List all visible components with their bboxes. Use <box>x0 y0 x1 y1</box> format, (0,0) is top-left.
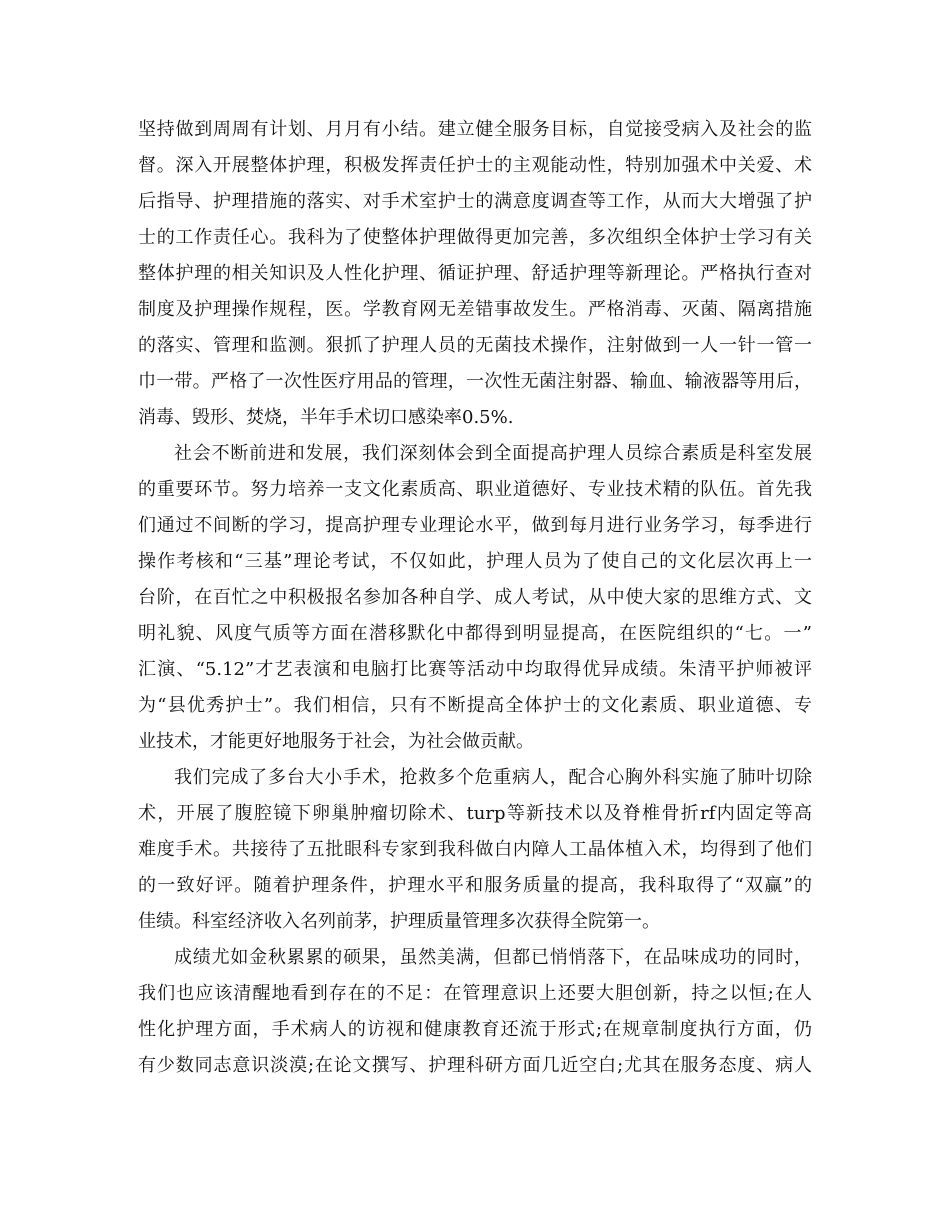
line-text: 操作考核和“三基”理论考试，不仅如此，护理人员为了使自己的文化层次再上一 <box>138 551 812 572</box>
line-text: 的重要环节。努力培养一支文化素质高、职业道德好、专业技术精的队伍。首先我 <box>138 479 812 500</box>
text-line <box>0 832 950 868</box>
text-line <box>0 148 950 184</box>
text-line <box>0 652 950 688</box>
line-text: 难度手术。共接待了五批眼科专家到我科做白内障人工晶体植入术，均得到了他们 <box>138 839 812 860</box>
text-line <box>0 472 950 508</box>
line-text: 制度及护理操作规程，医。学教育网无差错事故发生。严格消毒、灭菌、隔离措施 <box>138 299 812 320</box>
text-line <box>0 436 950 472</box>
text-line <box>0 508 950 544</box>
text-line <box>0 724 950 760</box>
line-text: 的一致好评。随着护理条件，护理水平和服务质量的提高，我科取得了“双赢”的 <box>138 875 812 896</box>
text-line <box>0 940 950 976</box>
line-text: 我们也应该清醒地看到存在的不足：在管理意识上还要大胆创新，持之以恒;在人 <box>138 983 812 1004</box>
line-text: 明礼貌、风度气质等方面在潜移默化中都得到明显提高，在医院组织的“七。一” <box>138 623 812 644</box>
line-text: 们通过不间断的学习，提高护理专业理论水平，做到每月进行业务学习，每季进行 <box>138 515 812 536</box>
paragraph-first-line: 成绩尤如金秋累累的硕果，虽然美满，但都已悄悄落下，在品味成功的同时， <box>174 947 812 968</box>
line-text: 消毒、毁形、焚烧，半年手术切口感染率0.5%. <box>138 407 514 428</box>
text-line <box>0 580 950 616</box>
line-text: 汇演、“5.12”才艺表演和电脑打比赛等活动中均取得优异成绩。朱清平护师被评 <box>138 659 812 680</box>
line-text: 的落实、管理和监测。狠抓了护理人员的无菌技术操作，注射做到一人一针一管一 <box>138 335 812 356</box>
text-line <box>0 544 950 580</box>
text-line <box>0 328 950 364</box>
line-text: 士的工作责任心。我科为了使整体护理做得更加完善，多次组织全体护士学习有关 <box>138 227 812 248</box>
line-text: 性化护理方面，手术病人的访视和健康教育还流于形式;在规章制度执行方面，仍 <box>138 1019 812 1040</box>
line-text: 巾一带。严格了一次性医疗用品的管理，一次性无菌注射器、输血、输液器等用后， <box>138 371 812 392</box>
line-text: 整体护理的相关知识及人性化护理、循证护理、舒适护理等新理论。严格执行查对 <box>138 263 812 284</box>
text-line <box>0 400 950 436</box>
text-line <box>0 796 950 832</box>
line-text: 督。深入开展整体护理，积极发挥责任护士的主观能动性，特别加强术中关爱、术 <box>138 155 812 176</box>
text-line <box>0 256 950 292</box>
text-line <box>0 184 950 220</box>
line-text: 佳绩。科室经济收入名列前茅，护理质量管理多次获得全院第一。 <box>138 911 660 932</box>
text-line <box>0 868 950 904</box>
text-line <box>0 1048 950 1084</box>
text-line <box>0 760 950 796</box>
text-line <box>0 1012 950 1048</box>
text-line <box>0 688 950 724</box>
text-line <box>0 292 950 328</box>
line-text: 坚持做到周周有计划、月月有小结。建立健全服务目标，自觉接受病入及社会的监 <box>138 119 812 140</box>
line-text: 为“县优秀护士”。我们相信，只有不断提高全体护士的文化素质、职业道德、专 <box>138 695 812 716</box>
line-text: 后指导、护理措施的落实、对手术室护士的满意度调查等工作，从而大大增强了护 <box>138 191 812 212</box>
text-line <box>0 112 950 148</box>
text-line <box>0 616 950 652</box>
text-line <box>0 364 950 400</box>
line-text: 术，开展了腹腔镜下卵巢肿瘤切除术、turp等新技术以及脊椎骨折rf内固定等高 <box>138 803 812 824</box>
text-line <box>0 220 950 256</box>
paragraph-first-line: 我们完成了多台大小手术，抢救多个危重病人，配合心胸外科实施了肺叶切除 <box>174 767 812 788</box>
paragraph-first-line: 社会不断前进和发展，我们深刻体会到全面提高护理人员综合素质是科室发展 <box>174 443 812 464</box>
text-line <box>0 976 950 1012</box>
line-text: 业技术，才能更好地服务于社会，为社会做贡献。 <box>138 731 534 752</box>
text-line <box>0 904 950 940</box>
line-text: 有少数同志意识淡漠;在论文撰写、护理科研方面几近空白;尤其在服务态度、病人 <box>138 1055 812 1076</box>
line-text: 台阶，在百忙之中积极报名参加各种自学、成人考试，从中使大家的思维方式、文 <box>138 587 812 608</box>
